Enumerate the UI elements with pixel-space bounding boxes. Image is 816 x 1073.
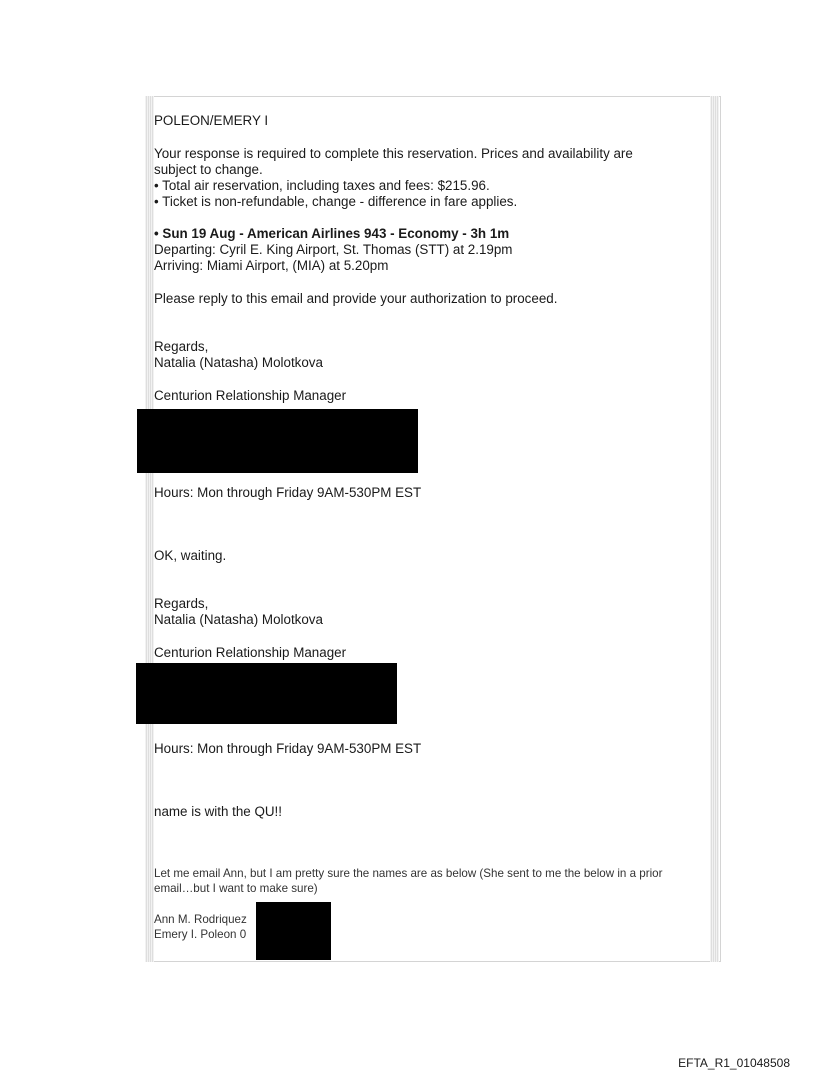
followup-name-1: Ann M. Rodriquez: [154, 913, 247, 926]
followup-name-2: Emery I. Poleon 0: [154, 928, 247, 941]
intro-line-2: subject to change.: [154, 162, 263, 177]
reply-name-with-qu: name is with the QU!!: [154, 804, 283, 819]
signature-2-hours: Hours: Mon through Friday 9AM-530PM EST: [154, 741, 422, 756]
followup-line-1: Let me email Ann, but I am pretty sure the names are as below (She sent to me the below in a prior: [154, 867, 663, 880]
passenger-name: POLEON/EMERY I: [154, 113, 269, 128]
quote-rail-left: [145, 96, 154, 962]
signature-1-regards: Regards,: [154, 339, 209, 354]
signature-1-hours: Hours: Mon through Friday 9AM-530PM EST: [154, 485, 422, 500]
bullet-ticket-policy: • Ticket is non-refundable, change - difference in fare applies.: [154, 194, 518, 209]
intro-line-1: Your response is required to complete this reservation. Prices and availability are: [154, 146, 633, 161]
signature-1-title: Centurion Relationship Manager: [154, 388, 347, 403]
followup-line-2: email…but I want to make sure): [154, 882, 318, 895]
signature-2-title: Centurion Relationship Manager: [154, 645, 347, 660]
signature-2-regards: Regards,: [154, 596, 209, 611]
redaction-block-3: [256, 902, 331, 960]
departing-line: Departing: Cyril E. King Airport, St. Thomas (STT) at 2.19pm: [154, 242, 513, 257]
reply-request: Please reply to this email and provide your authorization to proceed.: [154, 291, 558, 306]
quote-rail-right: [710, 96, 719, 962]
reply-ok-waiting: OK, waiting.: [154, 548, 227, 563]
arriving-line: Arriving: Miami Airport, (MIA) at 5.20pm: [154, 258, 389, 273]
flight-title: • Sun 19 Aug - American Airlines 943 - Economy - 3h 1m: [154, 226, 510, 241]
signature-1-name: Natalia (Natasha) Molotkova: [154, 355, 323, 370]
document-id: EFTA_R1_01048508: [678, 1056, 790, 1070]
signature-2-name: Natalia (Natasha) Molotkova: [154, 612, 323, 627]
bullet-total-price: • Total air reservation, including taxes and fees: $215.96.: [154, 178, 490, 193]
redaction-block-2: [136, 663, 397, 724]
redaction-block-1: [137, 409, 418, 473]
